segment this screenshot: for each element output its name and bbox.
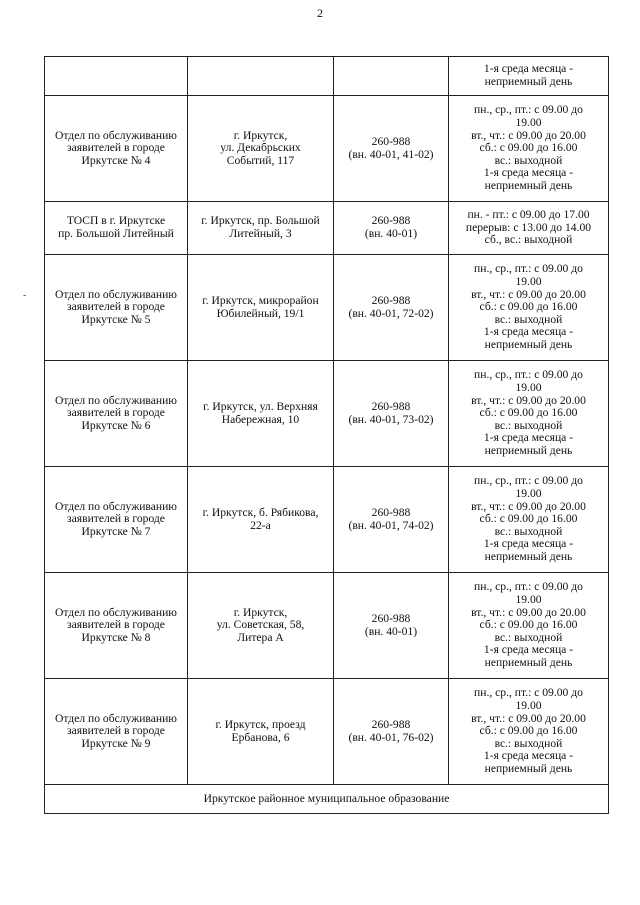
schedule-cell: пн., ср., пт.: с 09.00 до 19.00 вт., чт.: с 09.00 до 20.00 сб.: с 09.00 до 16.00 вс.: выходной 1-я среда месяца - неприемный день [449, 573, 609, 679]
address-cell: г. Иркутск, ул. Декабрьских Событий, 117 [188, 96, 334, 202]
phone-cell: 260-988 (вн. 40-01, 41-02) [334, 96, 449, 202]
offices-table [44, 56, 609, 814]
office-name-cell: Отдел по обслуживанию заявителей в городе Иркутске № 8 [45, 573, 188, 679]
margin-mark: - [23, 290, 27, 301]
phone-cell: 260-988 (вн. 40-01, 73-02) [334, 361, 449, 467]
address-cell [188, 57, 334, 96]
office-name-cell [45, 57, 188, 96]
office-name-cell: ТОСП в г. Иркутске пр. Большой Литейный [45, 202, 188, 255]
schedule-cell: пн., ср., пт.: с 09.00 до 19.00 вт., чт.: с 09.00 до 20.00 сб.: с 09.00 до 16.00 вс.: выходной 1-я среда месяца - неприемный день [449, 361, 609, 467]
address-cell: г. Иркутск, пр. Большой Литейный, 3 [188, 202, 334, 255]
schedule-cell: пн. - пт.: с 09.00 до 17.00 перерыв: с 13.00 до 14.00 сб., вс.: выходной [449, 202, 609, 255]
table-row [45, 255, 609, 361]
office-name-cell: Отдел по обслуживанию заявителей в городе Иркутске № 4 [45, 96, 188, 202]
table-row [45, 202, 609, 255]
office-name-cell: Отдел по обслуживанию заявителей в городе Иркутске № 5 [45, 255, 188, 361]
table-row-continued [45, 57, 609, 96]
phone-cell: 260-988 (вн. 40-01) [334, 202, 449, 255]
section-header-row [45, 785, 609, 814]
office-name-cell: Отдел по обслуживанию заявителей в городе Иркутске № 9 [45, 679, 188, 785]
address-cell: г. Иркутск, б. Рябикова, 22-а [188, 467, 334, 573]
address-cell: г. Иркутск, ул. Верхняя Набережная, 10 [188, 361, 334, 467]
table-row [45, 573, 609, 679]
address-cell: г. Иркутск, проезд Ербанова, 6 [188, 679, 334, 785]
phone-cell [334, 57, 449, 96]
schedule-cell: пн., ср., пт.: с 09.00 до 19.00 вт., чт.: с 09.00 до 20.00 сб.: с 09.00 до 16.00 вс.: выходной 1-я среда месяца - неприемный день [449, 679, 609, 785]
office-name-cell: Отдел по обслуживанию заявителей в городе Иркутске № 7 [45, 467, 188, 573]
table-row [45, 679, 609, 785]
phone-cell: 260-988 (вн. 40-01, 72-02) [334, 255, 449, 361]
phone-cell: 260-988 (вн. 40-01) [334, 573, 449, 679]
schedule-cell: пн., ср., пт.: с 09.00 до 19.00 вт., чт.: с 09.00 до 20.00 сб.: с 09.00 до 16.00 вс.: выходной 1-я среда месяца - неприемный день [449, 467, 609, 573]
table-row [45, 96, 609, 202]
table-row [45, 467, 609, 573]
schedule-cell: 1-я среда месяца - неприемный день [449, 57, 609, 96]
table-row [45, 361, 609, 467]
phone-cell: 260-988 (вн. 40-01, 74-02) [334, 467, 449, 573]
section-header-cell: Иркутское районное муниципальное образование [45, 785, 609, 814]
schedule-cell: пн., ср., пт.: с 09.00 до 19.00 вт., чт.: с 09.00 до 20.00 сб.: с 09.00 до 16.00 вс.: выходной 1-я среда месяца - неприемный день [449, 255, 609, 361]
phone-cell: 260-988 (вн. 40-01, 76-02) [334, 679, 449, 785]
office-name-cell: Отдел по обслуживанию заявителей в городе Иркутске № 6 [45, 361, 188, 467]
schedule-cell: пн., ср., пт.: с 09.00 до 19.00 вт., чт.: с 09.00 до 20.00 сб.: с 09.00 до 16.00 вс.: выходной 1-я среда месяца - неприемный день [449, 96, 609, 202]
address-cell: г. Иркутск, микрорайон Юбилейный, 19/1 [188, 255, 334, 361]
address-cell: г. Иркутск, ул. Советская, 58, Литера А [188, 573, 334, 679]
page-number: 2 [317, 6, 323, 20]
